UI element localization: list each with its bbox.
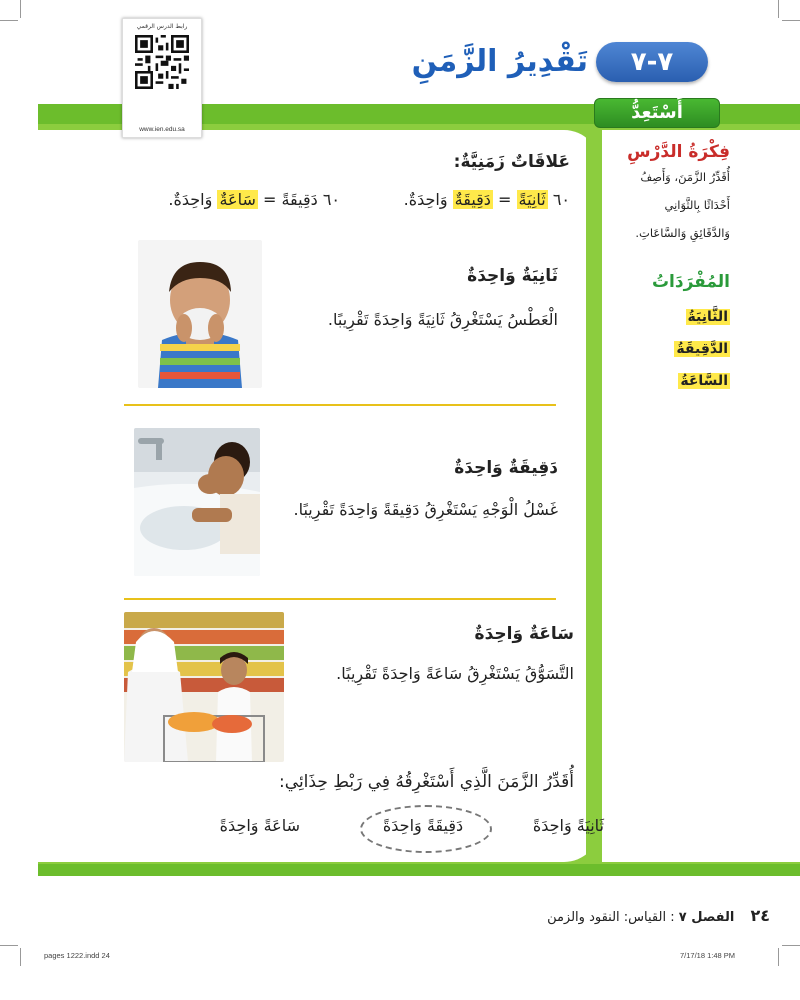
eq2-number: ٦٠: [322, 190, 340, 209]
relation-equation-2: [140, 190, 340, 209]
relations-title: عَلاقَاتٌ زَمَنِيَّةٌ:: [453, 152, 570, 172]
sidebar-divider: [586, 130, 602, 862]
qr-url[interactable]: www.ien.edu.sa: [139, 126, 185, 133]
eq2-equals: =: [262, 190, 277, 209]
print-slug-file: pages 1222.indd 24: [44, 951, 110, 960]
section-text-minute: غَسْلُ الْوَجْهِ يَسْتَغْرِقُ دَقِيقَةً وَاحِدَةً تَقْرِيبًا.: [293, 500, 558, 519]
vocabulary-title: المُفْرَدَاتُ: [651, 272, 730, 292]
lesson-idea-line: أُقَدِّرُ الزَّمَنَ، وَأَصِفُ: [640, 170, 730, 184]
section-text-hour: التَّسَوُّقُ يَسْتَغْرِقُ سَاعَةً وَاحِدَةً تَقْرِيبًا.: [336, 664, 574, 683]
main-panel: [0, 130, 600, 862]
vocab-item: [610, 306, 730, 325]
vocab-word: السَّاعَةُ: [680, 373, 728, 389]
footer-separator: :: [670, 910, 675, 925]
vocab-word: الثَّانِيَةُ: [687, 309, 728, 325]
eq2-term: دَقِيقَةً: [281, 190, 318, 209]
crop-mark: [778, 948, 779, 966]
crop-mark: [782, 945, 800, 946]
qr-label: رابط الدرس الرقمي: [136, 23, 188, 30]
crop-mark: [782, 20, 800, 21]
page-title: تَقْدِيرُ الزَّمَنِ: [411, 44, 588, 79]
answer-option[interactable]: سَاعَةً وَاحِدَةً: [219, 816, 300, 835]
crop-mark: [20, 948, 21, 966]
chapter-label: الفصل ٧: [678, 910, 735, 925]
eq2-result: سَاعَةٌ: [219, 190, 256, 209]
section-divider: [124, 404, 556, 406]
crop-mark: [778, 0, 779, 18]
eq1-term: ثَانِيَةً: [518, 190, 546, 209]
crop-mark: [0, 945, 18, 946]
section-divider: [124, 598, 556, 600]
qr-card[interactable]: [122, 18, 202, 138]
answer-option-selected[interactable]: دَقِيقَةً وَاحِدَةً: [382, 816, 464, 835]
eq1-result-rest: وَاحِدَةٌ.: [403, 190, 448, 209]
prepare-tab: أَسْتَعِدُّ: [594, 98, 720, 128]
section-title-hour: سَاعَةٌ وَاحِدَةٌ: [474, 624, 574, 644]
page-number: ٢٤: [750, 906, 770, 925]
relation-equation-1: [380, 190, 570, 209]
lesson-idea-title: فِكْرَةُ الدَّرْسِ: [627, 142, 730, 162]
crop-mark: [0, 20, 18, 21]
print-slug-date: 7/17/18 1:48 PM: [680, 951, 736, 960]
washing-face-photo: [134, 428, 260, 576]
chapter-title: القياس: النقود والزمن: [547, 910, 667, 925]
answer-option[interactable]: ثَانِيَةً وَاحِدَةً: [532, 816, 604, 835]
lesson-idea-line: أَحْدَاثًا بِالثَّوَانِي: [664, 198, 730, 212]
section-title-minute: دَقِيقَةٌ وَاحِدَةٌ: [454, 458, 558, 478]
vocab-word: الدَّقِيقَةُ: [676, 341, 728, 357]
vocab-item: [610, 370, 730, 389]
lesson-number-badge: ٧-٧: [596, 42, 708, 82]
qr-code-icon[interactable]: [135, 35, 189, 89]
eq1-equals: =: [498, 190, 512, 209]
section-title-second: ثَانِيَةٌ وَاحِدَةٌ: [467, 266, 558, 286]
section-text-second: الْعَطْسُ يَسْتَغْرِقُ ثَانِيَةً وَاحِدَةً تَقْرِيبًا.: [327, 310, 558, 329]
lesson-idea-line: وَالدَّقَائِقِ وَالسَّاعَاتِ.: [635, 226, 730, 240]
eq1-result: دَقِيقَةٌ: [454, 190, 491, 209]
vocab-item: [610, 338, 730, 357]
eq1-number: ٦٠: [552, 190, 570, 209]
page-footer: [440, 906, 770, 925]
crop-mark: [20, 0, 21, 18]
sneezing-boy-photo: [138, 240, 262, 388]
eq2-result-rest: وَاحِدَةٌ.: [168, 190, 213, 209]
shopping-photo: [124, 612, 284, 762]
question-prompt: أُقَدِّرُ الزَّمَنَ الَّذِي أَسْتَغْرِقُهُ فِي رَبْطِ حِذَائِي:: [279, 772, 574, 792]
